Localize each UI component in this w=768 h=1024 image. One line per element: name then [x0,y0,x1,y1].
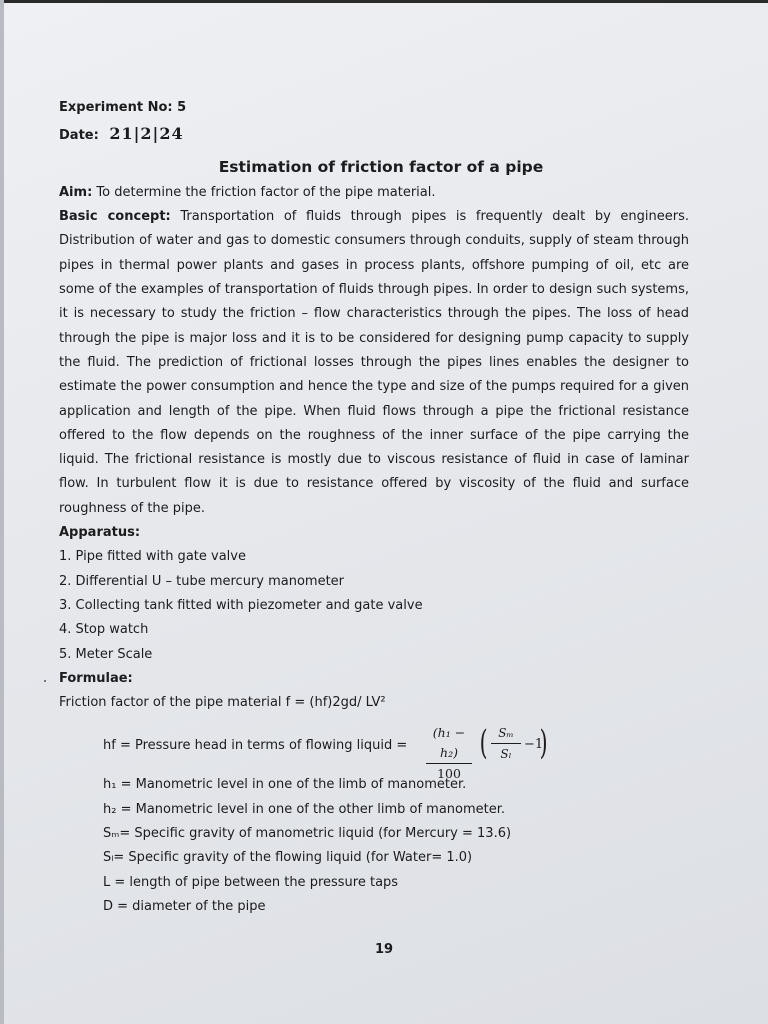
minus-one: −1 [524,737,544,753]
apparatus-item: 2. Differential U – tube mercury manometer [59,573,345,589]
formulae-heading: Formulae: [59,670,133,686]
definition-item: Sₗ= Specific gravity of the flowing liquid (for Water= 1.0) [103,850,473,866]
pressure-head-label: hf = Pressure head in terms of flowing liquid = [103,738,408,754]
friction-factor-formula: Friction factor of the pipe material f = (hf)2gd/ LV² [59,695,386,711]
fraction-denominator: 100 [437,766,461,782]
open-paren-glyph: ( [479,723,488,764]
basic-concept-text: Transportation of fluids through pipes is frequently dealt by engineers. Distribution of water and gas to domestic consumers through conduits, supply of steam through pipes in thermal power plants and gases in process plants, offshore pumping of oil, etc are some of the examples of transportation of fluids through pipes. In order to design such systems, it is necessary to study the friction – flow characteristics through the pipes. The loss of head through the pipe is major loss and it is to be considered for designing pump capacity to supply the fluid. The prediction of frictional losses through the pipes lines enables the designer to estimate the power consumption and hence the type and size of the pumps required for a given application and length of the pipe. When fluid flows through a pipe the frictional resistance offered to the flow depends on the roughness of the inner surface of the pipe carrying the liquid. The frictional resistance is mostly due to viscous resistance of fluid in case of laminar flow. In turbulent flow it is due to resistance offered by viscosity of the fluid and surface roughness of the pipe. [59,209,689,516]
gravity-denominator: Sₗ [500,747,512,762]
definition-item: Sₘ= Specific gravity of manometric liquid (for Mercury = 13.6) [103,826,512,842]
document-body [59,96,689,919]
apparatus-item: 5. Meter Scale [59,646,153,662]
margin-dot [44,680,46,682]
aim-text: To determine the friction factor of the pipe material. [96,184,436,200]
definition-item: h₂ = Manometric level in one of the other limb of manometer. [103,801,506,817]
apparatus-item: 1. Pipe fitted with gate valve [59,549,246,565]
date-line [59,122,689,148]
definition-item: D = diameter of the pipe [103,898,266,914]
definition-item: h₁ = Manometric level in one of the limb of manometer. [103,777,467,793]
document-title: Estimation of friction factor of a pipe [218,157,544,176]
manometer-fraction [426,723,472,784]
apparatus-item: 3. Collecting tank fitted with piezometer and gate valve [59,597,423,613]
basic-concept-label: Basic concept: [59,209,171,225]
page-top-edge [0,0,768,3]
close-paren-glyph: ) [539,723,548,764]
apparatus-list [59,545,689,666]
gravity-ratio [491,723,521,764]
handwritten-date: 21|2|24 [109,124,184,144]
aim-label: Aim: [59,184,93,200]
definition-item: L = length of pipe between the pressure taps [103,874,399,890]
experiment-number: Experiment No: 5 [59,100,187,115]
page-number: 19 [374,942,394,957]
gravity-numerator: Sₘ [491,723,521,744]
basic-concept-paragraph [59,205,689,521]
apparatus-item: 4. Stop watch [59,622,149,638]
pressure-head-formula [59,721,689,782]
apparatus-heading: Apparatus: [59,525,141,541]
aim-paragraph [59,181,689,205]
definitions-list [59,773,689,919]
fraction-numerator: (h₁ − h₂) [426,723,472,764]
date-label: Date: [59,128,99,144]
page-left-edge [0,0,4,1024]
